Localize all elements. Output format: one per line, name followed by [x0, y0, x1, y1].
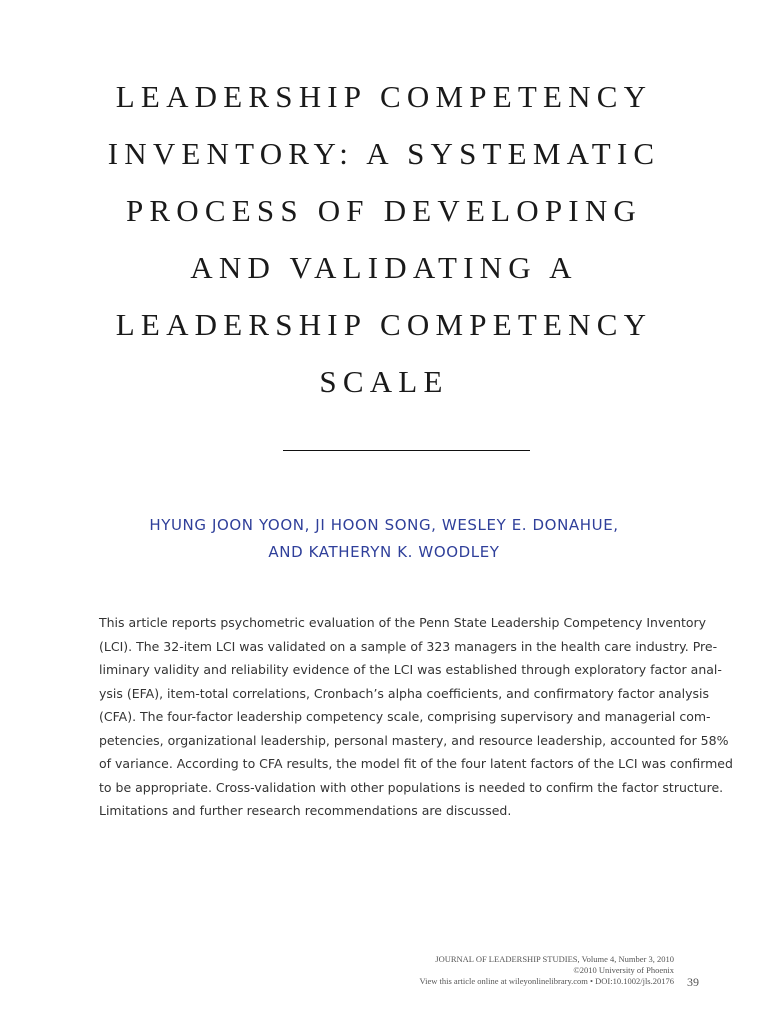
article-title: [0, 72, 768, 414]
title-line: SCALE: [319, 364, 449, 399]
title-line: AND VALIDATING A: [190, 250, 578, 285]
abstract-line: liminary validity and reliability evidence of the LCI was established through exploratory factor anal-: [99, 662, 722, 677]
author-line: AND KATHERYN K. WOODLEY: [268, 543, 500, 561]
author-line: HYUNG JOON YOON, JI HOON SONG, WESLEY E. DONAHUE,: [149, 516, 619, 534]
title-line: LEADERSHIP COMPETENCY: [115, 79, 653, 114]
abstract-line: ysis (EFA), item-total correlations, Cronbach’s alpha coefficients, and confirmatory factor analysis: [99, 685, 709, 701]
title-line: INVENTORY: A SYSTEMATIC: [107, 136, 661, 171]
title-line: LEADERSHIP COMPETENCY: [115, 307, 653, 342]
abstract-line: (LCI). The 32-item LCI was validated on a sample of 323 managers in the health care industry. Pre-: [99, 638, 718, 654]
title-divider: [283, 450, 530, 451]
abstract-line: This article reports psychometric evaluation of the Penn State Leadership Competency Inventory: [99, 615, 707, 630]
abstract-line: of variance. According to CFA results, the model fit of the four latent factors of the LCI was confirmed: [99, 756, 733, 771]
abstract-line: petencies, organizational leadership, personal mastery, and resource leadership, accounted for 58%: [99, 732, 729, 748]
abstract-line: Limitations and further research recommendations are discussed.: [99, 803, 512, 818]
journal-footer: [300, 954, 674, 987]
journal-citation: JOURNAL OF LEADERSHIP STUDIES, Volume 4, Number 3, 2010: [435, 954, 674, 964]
abstract-line: to be appropriate. Cross-validation with other populations is needed to confirm the factor structure.: [99, 779, 724, 795]
author-list: [0, 512, 768, 566]
page-number: 39: [687, 975, 699, 989]
online-doi-notice: View this article online at wileyonlinelibrary.com • DOI:10.1002/jls.20176: [419, 976, 674, 986]
title-line: PROCESS OF DEVELOPING: [125, 193, 643, 228]
abstract: [99, 611, 733, 823]
abstract-line: (CFA). The four-factor leadership competency scale, comprising supervisory and managerial com-: [99, 709, 711, 724]
copyright-notice: ©2010 University of Phoenix: [573, 965, 674, 975]
